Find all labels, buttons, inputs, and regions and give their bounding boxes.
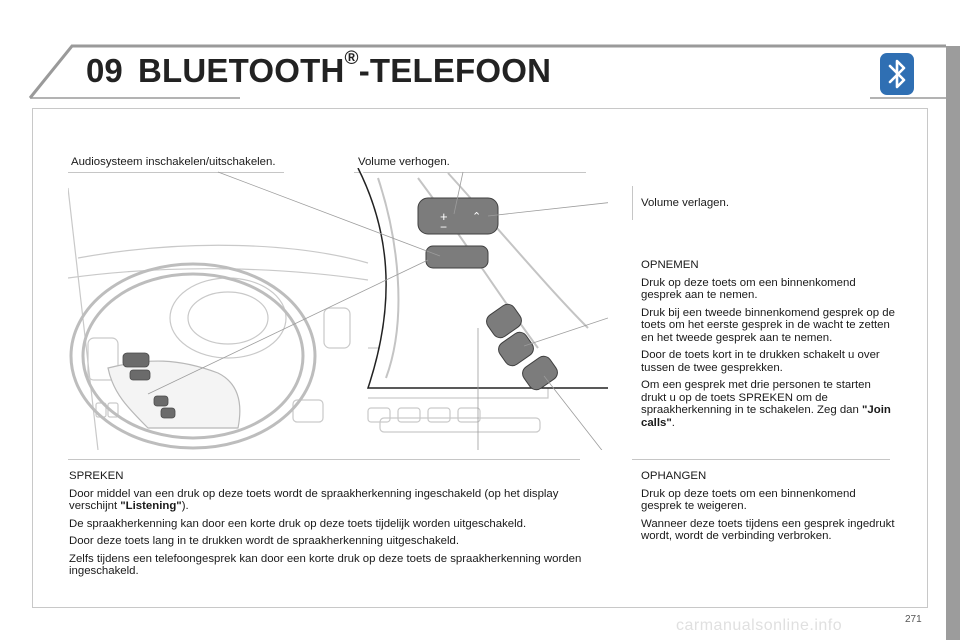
svg-text:+: + bbox=[440, 209, 448, 224]
chapter-title bbox=[138, 48, 552, 90]
answer-section bbox=[641, 259, 899, 434]
hangup-paragraph: Wanneer deze toets tijdens een gesprek ingedrukt wordt, wordt de verbinding verbroken. bbox=[641, 517, 895, 542]
answer-text-end: . bbox=[671, 416, 675, 429]
answer-heading: OPNEMEN bbox=[641, 259, 699, 271]
title-main: BLUETOOTH bbox=[138, 52, 345, 89]
listening-label: "Listening" bbox=[120, 500, 182, 512]
speak-text-end: ). bbox=[181, 500, 189, 512]
speak-section bbox=[69, 470, 585, 583]
answer-text: Om een gesprek met drie personen te starten drukt u op de toets SPREKEN om de spraakherkenning in te schakelen. Zeg dan bbox=[641, 379, 871, 416]
hangup-paragraph: Druk op deze toets om een binnenkomend gesprek te weigeren. bbox=[641, 487, 856, 512]
callout-volume-down: Volume verlagen. bbox=[641, 197, 730, 209]
speak-paragraph: Door deze toets lang in te drukken wordt de spraakherkenning uitgeschakeld. bbox=[69, 535, 460, 547]
callout-vertical-rule bbox=[632, 186, 633, 220]
chapter-header bbox=[0, 0, 960, 110]
answer-paragraph: Druk bij een tweede binnenkomend gesprek op de toets om het eerste gesprek in de wacht te zetten en het tweede gesprek aan te nemen. bbox=[641, 306, 895, 344]
callout-volume-up: Volume verhogen. bbox=[358, 156, 450, 168]
speak-text: Door middel van een druk op deze toets wordt de spraakherkenning ingeschakeld (op het display verschijnt bbox=[69, 487, 559, 512]
answer-paragraph: Druk op deze toets om een binnenkomend gesprek aan te nemen. bbox=[641, 276, 856, 301]
speak-paragraph bbox=[69, 488, 585, 513]
answer-paragraph bbox=[641, 379, 899, 429]
answer-paragraph: Door de toets kort in te drukken schakelt u over tussen de twee gesprekken. bbox=[641, 349, 880, 374]
volume-pad bbox=[418, 198, 498, 234]
side-tab-bar bbox=[946, 46, 960, 640]
svg-text:−: − bbox=[440, 220, 448, 234]
hangup-heading: OPHANGEN bbox=[641, 470, 707, 482]
section-rule bbox=[632, 459, 890, 460]
join-calls-command: "Join calls" bbox=[641, 404, 891, 429]
bluetooth-icon bbox=[880, 53, 914, 95]
speak-heading: SPREKEN bbox=[69, 470, 124, 482]
hangup-section bbox=[641, 470, 899, 548]
watermark: carmanualsonline.info bbox=[676, 617, 843, 634]
steering-wheel-illustration bbox=[68, 168, 608, 450]
callout-audio-power: Audiosysteem inschakelen/uitschakelen. bbox=[71, 156, 276, 168]
title-suffix: -TELEFOON bbox=[358, 52, 552, 89]
speak-paragraph: De spraakherkenning kan door een korte druk op deze toets tijdelijk worden uitgeschakeld. bbox=[69, 517, 527, 530]
chapter-number: 09 bbox=[86, 52, 123, 89]
section-rule bbox=[68, 459, 580, 460]
page-number: 271 bbox=[905, 614, 922, 625]
registered-mark: ® bbox=[344, 48, 359, 69]
speak-paragraph: Zelfs tijdens een telefoongesprek kan door een korte druk op deze toets de spraakherkenning worden ingeschakeld. bbox=[69, 552, 582, 577]
svg-text:⌃: ⌃ bbox=[472, 211, 482, 223]
